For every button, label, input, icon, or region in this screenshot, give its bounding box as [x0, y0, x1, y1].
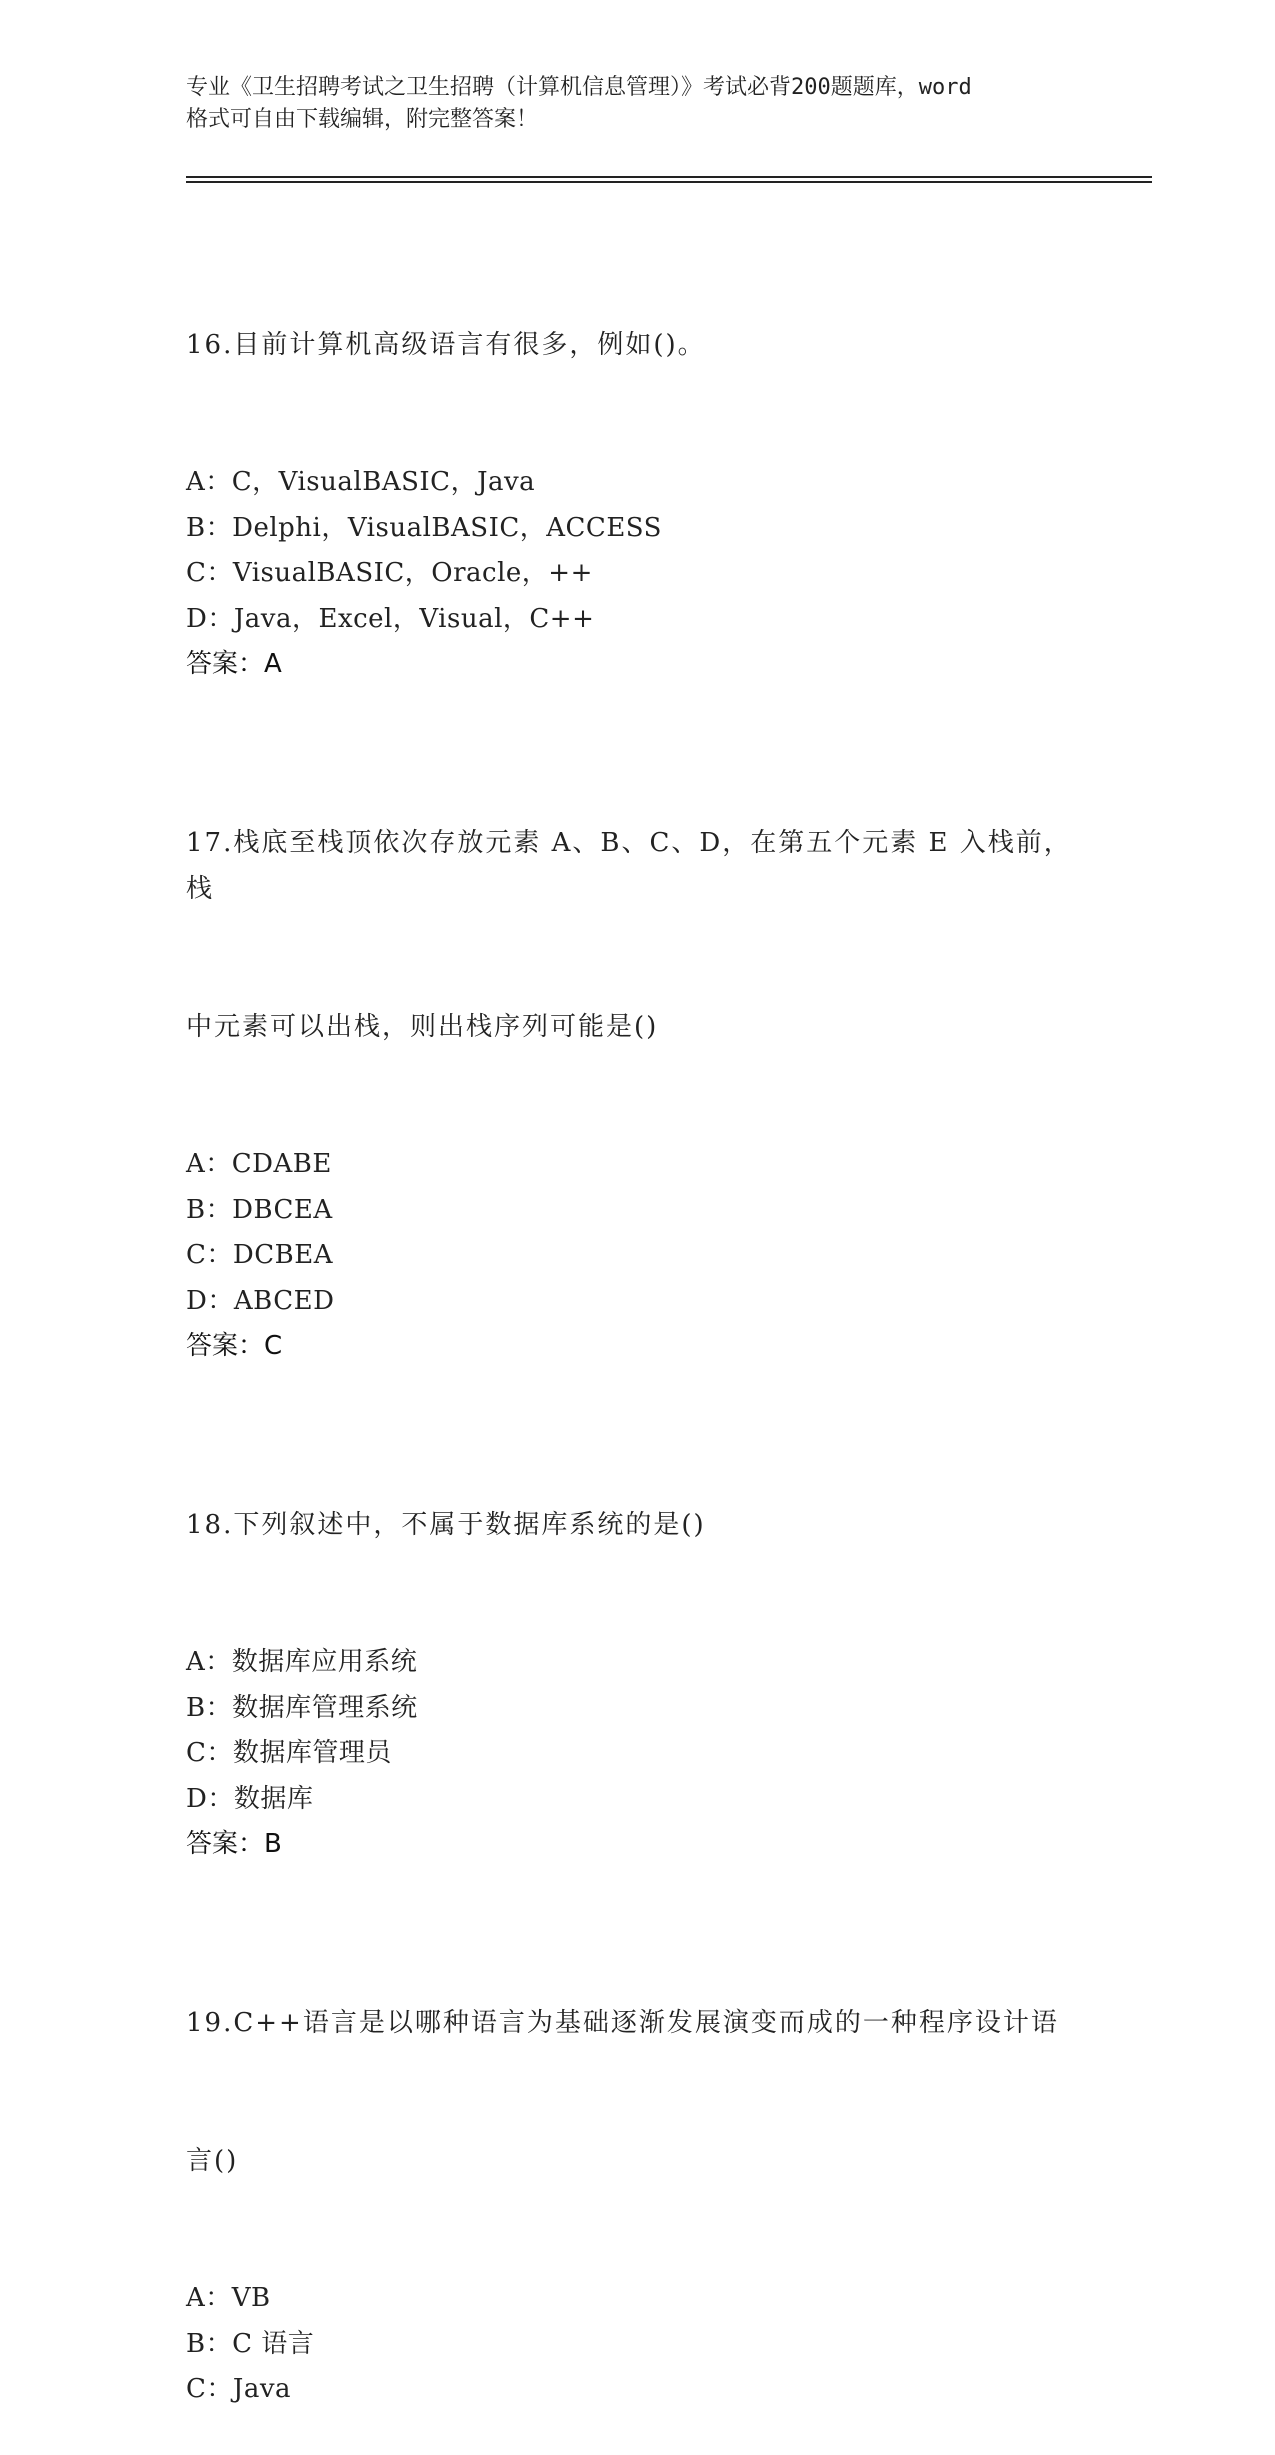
option-c: C：Java	[186, 2374, 292, 2404]
option-c: C：VisualBASIC，Oracle，++	[186, 558, 593, 588]
question-stem-line: 17.栈底至栈顶依次存放元素 A、B、C、D，在第五个元素 E 入栈前，栈	[186, 828, 1072, 904]
option-b: B：C 语言	[186, 2328, 315, 2359]
option-a: A：C，VisualBASIC，Java	[186, 467, 536, 497]
option-b: B：Delphi，VisualBASIC，ACCESS	[186, 512, 662, 543]
question-17	[186, 728, 1086, 1368]
question-stem-line: 16.目前计算机高级语言有很多，例如()。	[186, 330, 706, 360]
question-stem	[186, 230, 1086, 460]
question-18	[186, 1410, 1086, 1866]
document-header	[186, 72, 1086, 136]
option-a: A：CDABE	[186, 1149, 332, 1179]
option-d: D：Java，Excel，Visual，C++	[186, 603, 595, 634]
question-16	[186, 230, 1086, 686]
option-a: A：VB	[186, 2283, 271, 2313]
option-d: D：ABCED	[186, 1285, 335, 1316]
question-stem-line: 19.C++语言是以哪种语言为基础逐渐发展演变而成的一种程序设计语	[186, 2008, 1059, 2038]
option-c: C：DCBEA	[186, 1240, 333, 1270]
option-b: B：DBCEA	[186, 1194, 333, 1225]
answer: 答案：A	[186, 649, 282, 679]
question-stem-line: 中元素可以出栈，则出栈序列可能是()	[186, 1012, 659, 1042]
header-divider	[186, 181, 1152, 183]
option-a: A：数据库应用系统	[186, 1647, 418, 1677]
header-line: 格式可自由下载编辑，附完整答案！	[186, 107, 539, 132]
question-list	[186, 230, 1086, 2455]
question-stem	[186, 1410, 1086, 1640]
answer: 答案：B	[186, 1829, 282, 1859]
question-stem-line: 言()	[186, 2146, 239, 2176]
option-d: D：数据库	[186, 1783, 314, 1814]
question-stem-line: 18.下列叙述中，不属于数据库系统的是()	[186, 1510, 706, 1540]
option-b: B：数据库管理系统	[186, 1692, 418, 1723]
header-divider	[186, 176, 1152, 178]
answer: 答案：C	[186, 1331, 283, 1361]
option-c: C：数据库管理员	[186, 1738, 392, 1768]
question-stem	[186, 728, 1086, 1142]
question-stem	[186, 1908, 1086, 2276]
question-19	[186, 1908, 1086, 2413]
header-line: 专业《卫生招聘考试之卫生招聘（计算机信息管理）》考试必背200题题库，word	[186, 75, 972, 100]
